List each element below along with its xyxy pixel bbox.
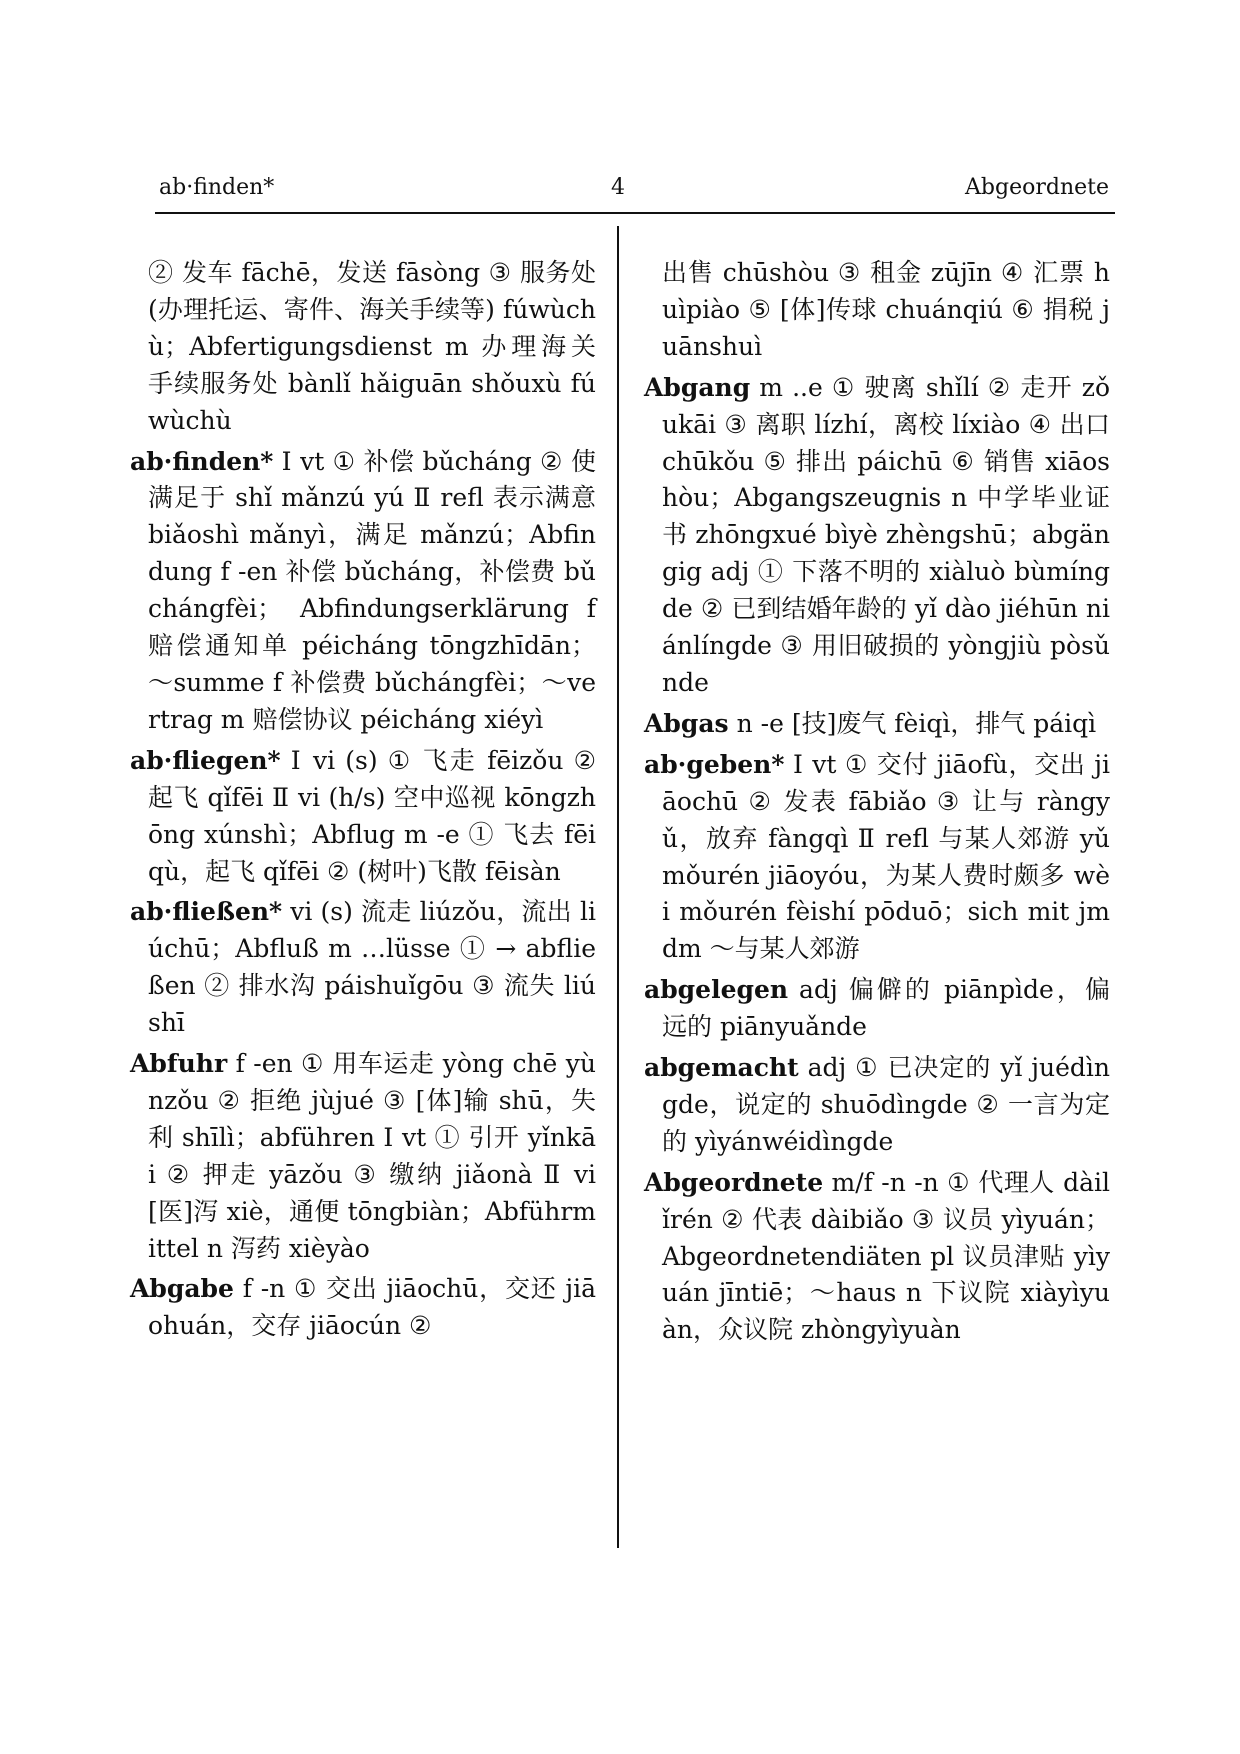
entry-body: m/f -n -n ① 代理人 dàilǐrén ② 代表 dàibiǎo ③ 议员 yìyuán；Abgeordnetendiäten pl 议员津贴 yìyuán jīntiē；～haus n 下议院 xiàyìyuàn，众议院 zhòngyìyuàn — [662, 1167, 1110, 1345]
dictionary-entry — [644, 1165, 1110, 1350]
entry-body: vi (s) 流走 liúzǒu，流出 liúchū；Abfluß m …lüsse ① → abfließen ② 排水沟 páishuǐgōu ③ 流失 liúshī — [148, 897, 596, 1038]
dictionary-entry — [644, 370, 1110, 702]
entry-headword: Abgang — [644, 372, 751, 402]
column-divider — [617, 226, 619, 1548]
entry-headword: Abgabe — [130, 1274, 234, 1304]
dictionary-entry — [644, 1050, 1110, 1161]
dictionary-entry — [130, 444, 596, 739]
entry-body: n -e [技]废气 fèiqì，排气 páiqì — [728, 708, 1097, 738]
page-number: 4 — [611, 175, 625, 200]
entry-body: 出售 chūshòu ③ 租金 zūjīn ④ 汇票 huìpiào ⑤ [体]传球 chuánqiú ⑥ 捐税 juānshuì — [662, 258, 1110, 361]
entry-headword: ab·fließen* — [130, 897, 283, 927]
entry-body: Ⅰ vt ① 补偿 bǔcháng ② 使满足于 shǐ mǎnzú yú Ⅱ refl 表示满意 biǎoshì mǎnyì，满足 mǎnzú；Abfindung f -en 补偿 bǔcháng，补偿费 bǔchángfèi； Abfindungserklärung f 赔偿通知单 péicháng tōngzhīdān；～summe f 补偿费 bǔchángfèi；～vertrag m 赔偿协议 péicháng xiéyì — [148, 446, 596, 734]
entry-body: f -n ① 交出 jiāochū，交还 jiāohuán，交存 jiāocún ② — [148, 1274, 596, 1341]
entry-headword: ab·geben* — [644, 749, 785, 779]
entry-body: adj ① 已决定的 yǐ juédìngde，说定的 shuōdìngde ② 一言为定的 yìyánwéidìngde — [662, 1053, 1110, 1156]
entry-body: Ⅰ vt ① 交付 jiāofù，交出 jiāochū ② 发表 fābiǎo ③ 让与 ràngyǔ，放弃 fàngqì Ⅱ refl 与某人郊游 yǔ mǒurén jiāoyóu，为某人费时颇多 wèi mǒurén fèishí pōduō；sich mit jmdm ～与某人郊游 — [662, 749, 1110, 964]
entry-headword: ab·finden* — [130, 446, 274, 476]
right-column — [644, 255, 1110, 1349]
left-column — [130, 255, 596, 1345]
running-head-left: ab·finden* — [159, 175, 275, 200]
entry-headword: Abgeordnete — [644, 1167, 824, 1197]
dictionary-entry — [130, 255, 596, 440]
dictionary-entry — [130, 894, 596, 1042]
entry-headword: ab·fliegen* — [130, 745, 281, 775]
dictionary-entry — [644, 255, 1110, 366]
page-header — [155, 164, 1115, 214]
running-head-right: Abgeordnete — [965, 175, 1109, 200]
entry-headword: abgelegen — [644, 975, 789, 1005]
dictionary-entry — [130, 1046, 596, 1267]
entry-headword: abgemacht — [644, 1053, 799, 1083]
dictionary-entry — [644, 706, 1110, 743]
entry-body: f -en ① 用车运走 yòng chē yùnzǒu ② 拒绝 jùjué ③ [体]输 shū，失利 shīlì；abführen Ⅰ vt ① 引开 yǐnkāi ② 押走 yāzǒu ③ 缴纳 jiǎonà Ⅱ vi [医]泻 xiè，通便 tōngbiàn；Abführmittel n 泻药 xièyào — [148, 1049, 596, 1263]
entry-headword: Abgas — [644, 708, 729, 738]
dictionary-entry — [130, 743, 596, 891]
entry-headword: Abfuhr — [130, 1049, 228, 1079]
dictionary-entry — [644, 747, 1110, 968]
entry-body: ② 发车 fāchē，发送 fāsòng ③ 服务处(办理托运、寄件、海关手续等) fúwùchù；Abfertigungsdienst m 办理海关手续服务处 bànlǐ hǎiguān shǒuxù fúwùchù — [148, 258, 596, 435]
dictionary-entry — [130, 1271, 596, 1345]
entry-body: m ..e ① 驶离 shǐlí ② 走开 zǒukāi ③ 离职 lízhí，离校 líxiào ④ 出口 chūkǒu ⑤ 排出 páichū ⑥ 销售 xiāoshòu；Abgangszeugnis n 中学毕业证书 zhōngxué bìyè zhèngshū；abgängig adj ① 下落不明的 xiàluò bùmíngde ② 已到结婚年龄的 yǐ dào jiéhūn niánlíngde ③ 用旧破损的 yòngjiù pòsǔnde — [662, 372, 1110, 697]
dictionary-entry — [644, 972, 1110, 1046]
entry-body: Ⅰ vi (s) ① 飞走 fēizǒu ② 起飞 qǐfēi Ⅱ vi (h/s) 空中巡视 kōngzhōng xúnshì；Abflug m -e ① 飞去 fēiqù，起飞 qǐfēi ② (树叶)飞散 fēisàn — [148, 745, 596, 886]
entry-body: adj 偏僻的 piānpìde，偏远的 piānyuǎnde — [662, 975, 1110, 1042]
